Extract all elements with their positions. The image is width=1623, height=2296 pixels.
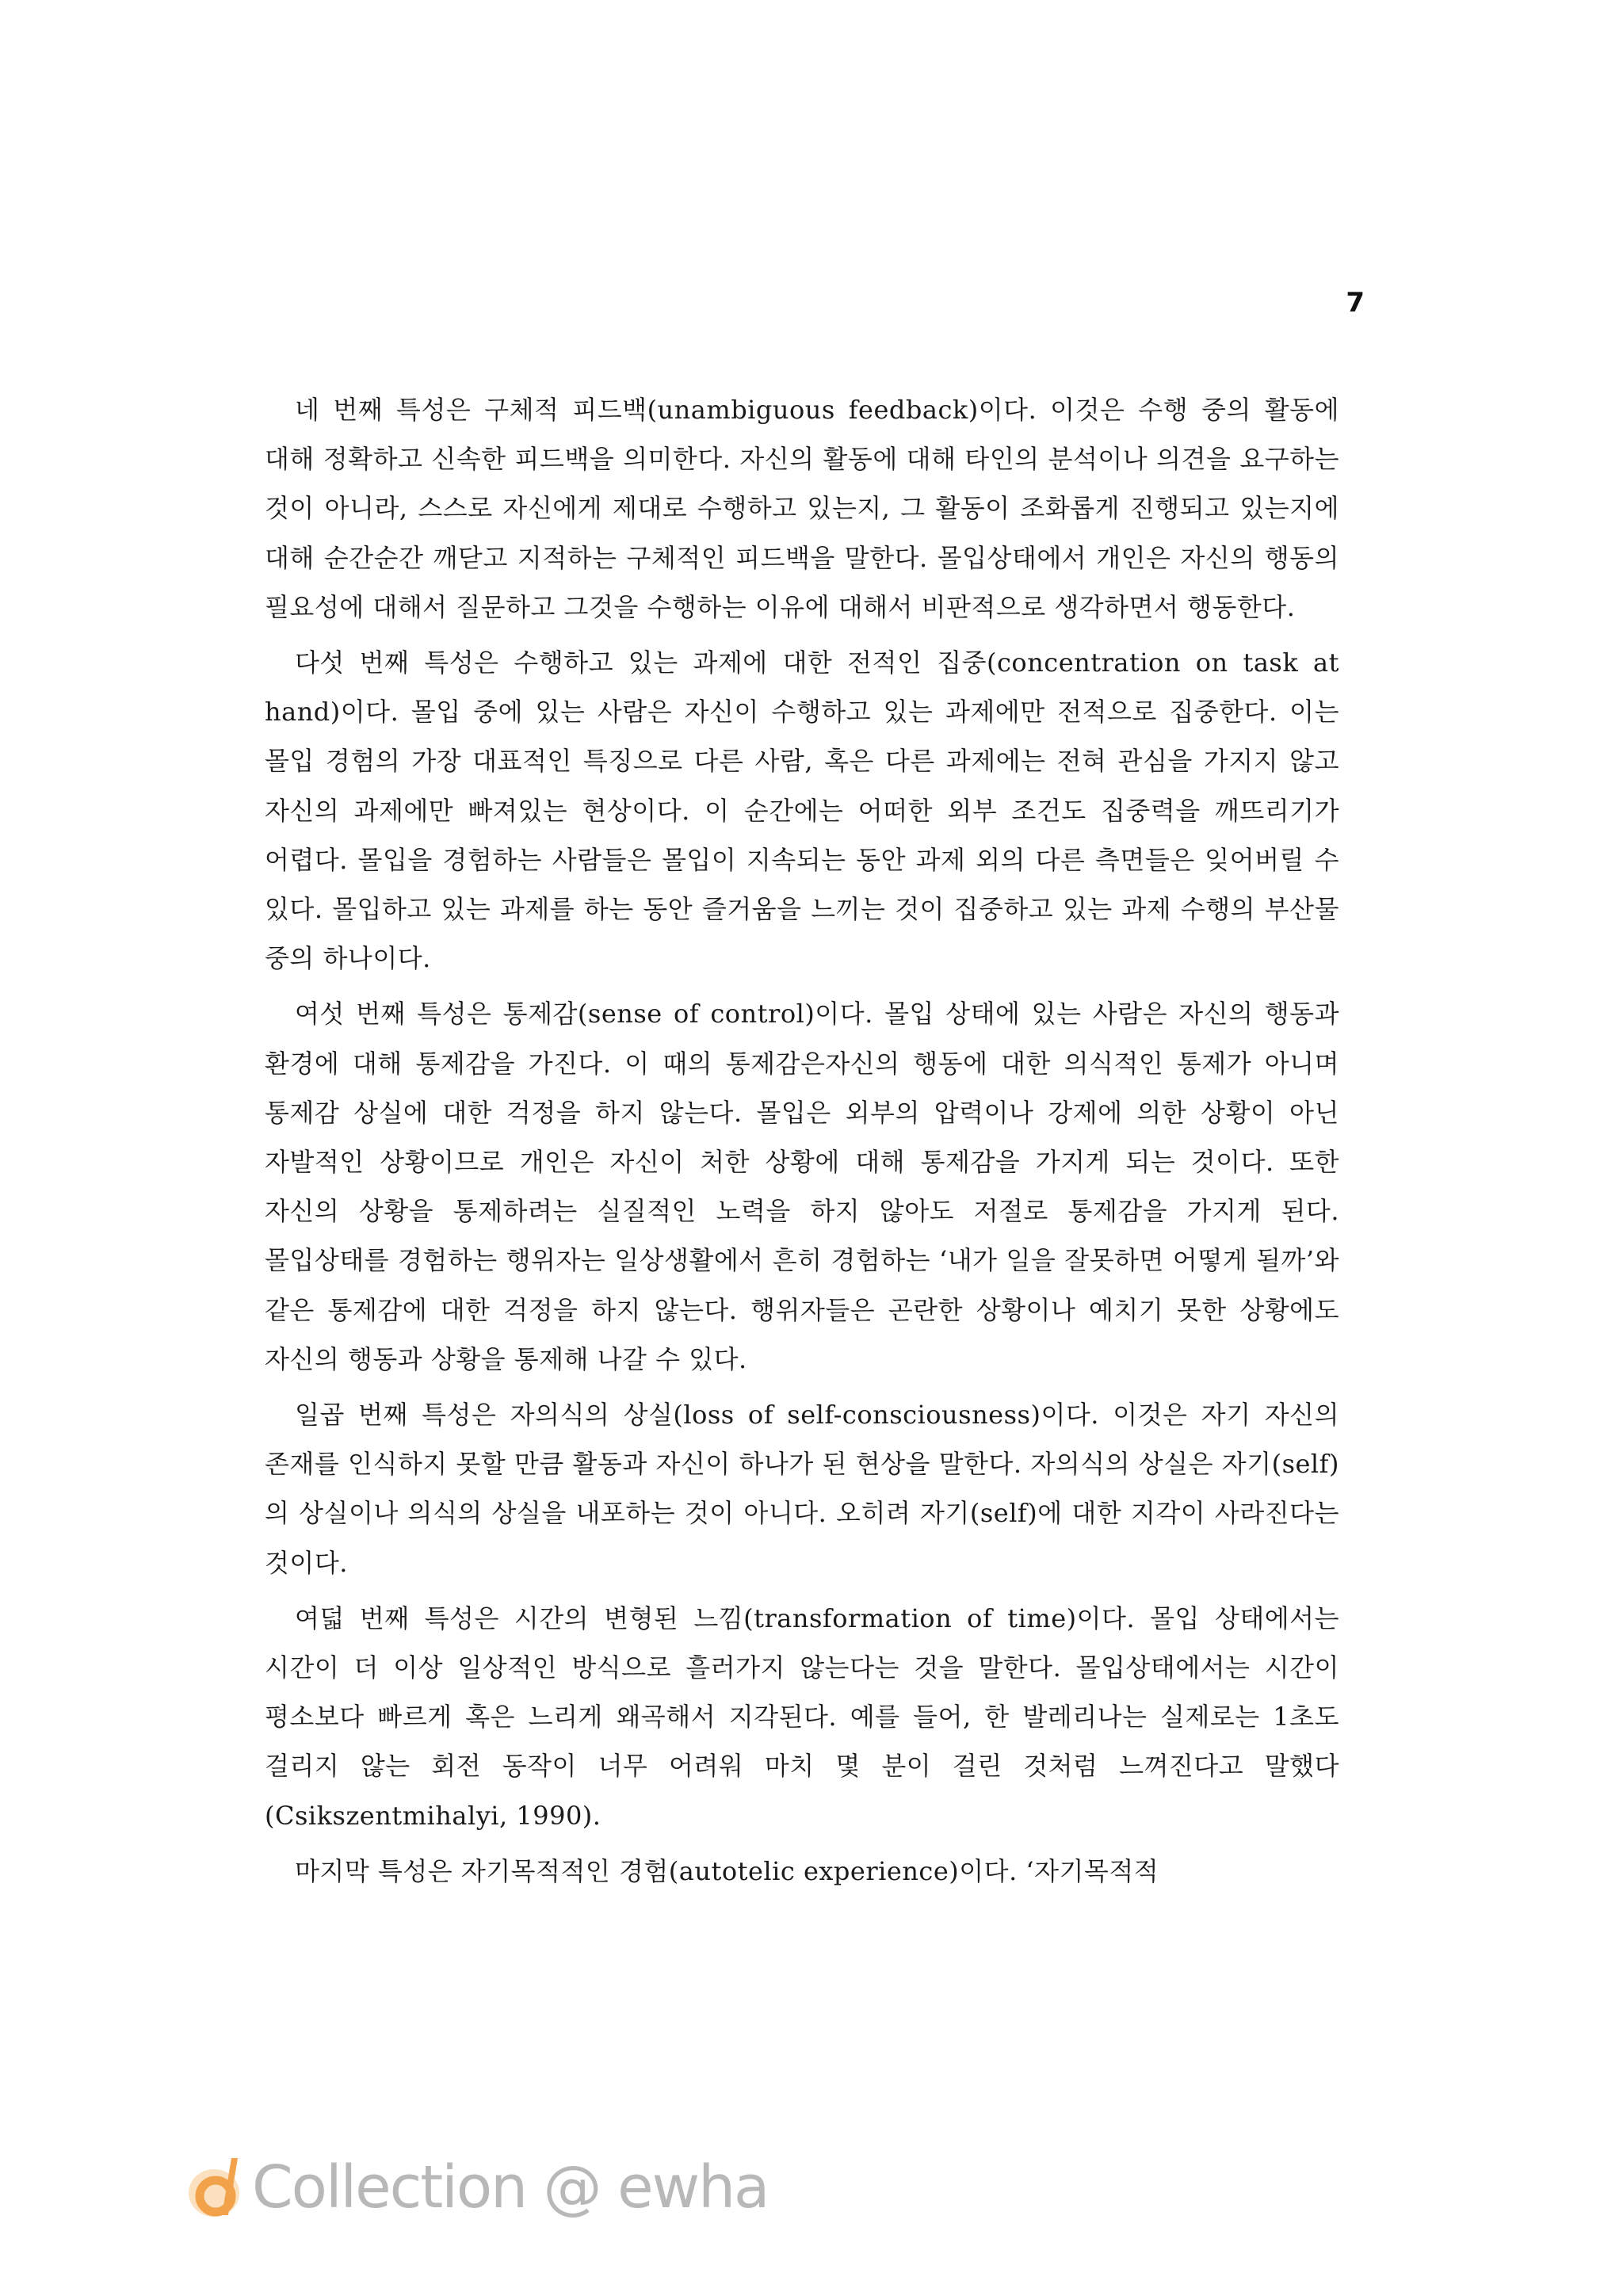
page-number: 7 (1346, 287, 1365, 319)
body-text (265, 385, 1339, 1896)
dcollection-logo-text: Collection @ ewha (252, 2153, 769, 2222)
paragraph-concentration: 다섯 번째 특성은 수행하고 있는 과제에 대한 전적인 집중(concentration on task at hand)이다. 몰입 중에 있는 사람은 자신이 수행하고 있는 과제에만 전적으로 집중한다. 이는 몰입 경험의 가장 대표적인 특징으로 다른 사람, 혹은 다른 과제에는 전혀 관심을 가지지 않고 자신의 과제에만 빠져있는 현상이다. 이 순간에는 어떠한 외부 조건도 집중력을 깨뜨리기가 어렵다. 몰입을 경험하는 사람들은 몰입이 지속되는 동안 과제 외의 다른 측면들은 잊어버릴 수 있다. 몰입하고 있는 과제를 하는 동안 즐거움을 느끼는 것이 집중하고 있는 과제 수행의 부산물 중의 하나이다. (265, 648, 1339, 974)
paragraph-control: 여섯 번째 특성은 통제감(sense of control)이다. 몰입 상태에 있는 사람은 자신의 행동과 환경에 대해 통제감을 가진다. 이 때의 통제감은자신의 행동에 대한 의식적인 통제가 아니며 통제감 상실에 대한 걱정을 하지 않는다. 몰입은 외부의 압력이나 강제에 의한 상황이 아닌 자발적인 상황이므로 개인은 자신이 처한 상황에 대해 통제감을 가지게 되는 것이다. 또한 자신의 상황을 통제하려는 실질적인 노력을 하지 않아도 저절로 통제감을 가지게 된다. 몰입상태를 경험하는 행위자는 일상생활에서 흔히 경험하는 ‘내가 일을 잘못하면 어떻게 될까’와 같은 통제감에 대한 걱정을 하지 않는다. 행위자들은 곤란한 상황이나 예치기 못한 상황에도 자신의 행동과 상황을 통제해 나갈 수 있다. (265, 999, 1339, 1374)
dcollection-logo (185, 2148, 768, 2227)
paragraph-time: 여덟 번째 특성은 시간의 변형된 느낌(transformation of time)이다. 몰입 상태에서는 시간이 더 이상 일상적인 방식으로 흘러가지 않는다는 것을 말한다. 몰입상태에서는 시간이 평소보다 빠르게 혹은 느리게 왜곡해서 지각된다. 예를 들어, 한 발레리나는 실제로는 1초도 걸리지 않는 회전 동작이 너무 어려워 마치 몇 분이 걸린 것처럼 느껴진다고 말했다(Csikszentmihalyi, 1990). (265, 1603, 1339, 1831)
paragraph-self-consciousness: 일곱 번째 특성은 자의식의 상실(loss of self-consciousness)이다. 이것은 자기 자신의 존재를 인식하지 못할 만큼 활동과 자신이 하나가 된 현상을 말한다. 자의식의 상실은 자기(self)의 상실이나 의식의 상실을 내포하는 것이 아니다. 오히려 자기(self)에 대한 지각이 사라진다는 것이다. (265, 1400, 1339, 1578)
dcollection-logo-mark (185, 2152, 250, 2223)
paragraph-autotelic: 마지막 특성은 자기목적적인 경험(autotelic experience)이다. ‘자기목적적 (295, 1855, 1159, 1886)
paragraph-feedback: 네 번째 특성은 구체적 피드백(unambiguous feedback)이다. 이것은 수행 중의 활동에 대해 정확하고 신속한 피드백을 의미한다. 자신의 활동에 대해 타인의 분석이나 의견을 요구하는 것이 아니라, 스스로 자신에게 제대로 수행하고 있는지, 그 활동이 조화롭게 진행되고 있는지에 대해 순간순간 깨닫고 지적하는 구체적인 피드백을 말한다. 몰입상태에서 개인은 자신의 행동의 필요성에 대해서 질문하고 그것을 수행하는 이유에 대해서 비판적으로 생각하면서 행동한다. (265, 395, 1339, 622)
